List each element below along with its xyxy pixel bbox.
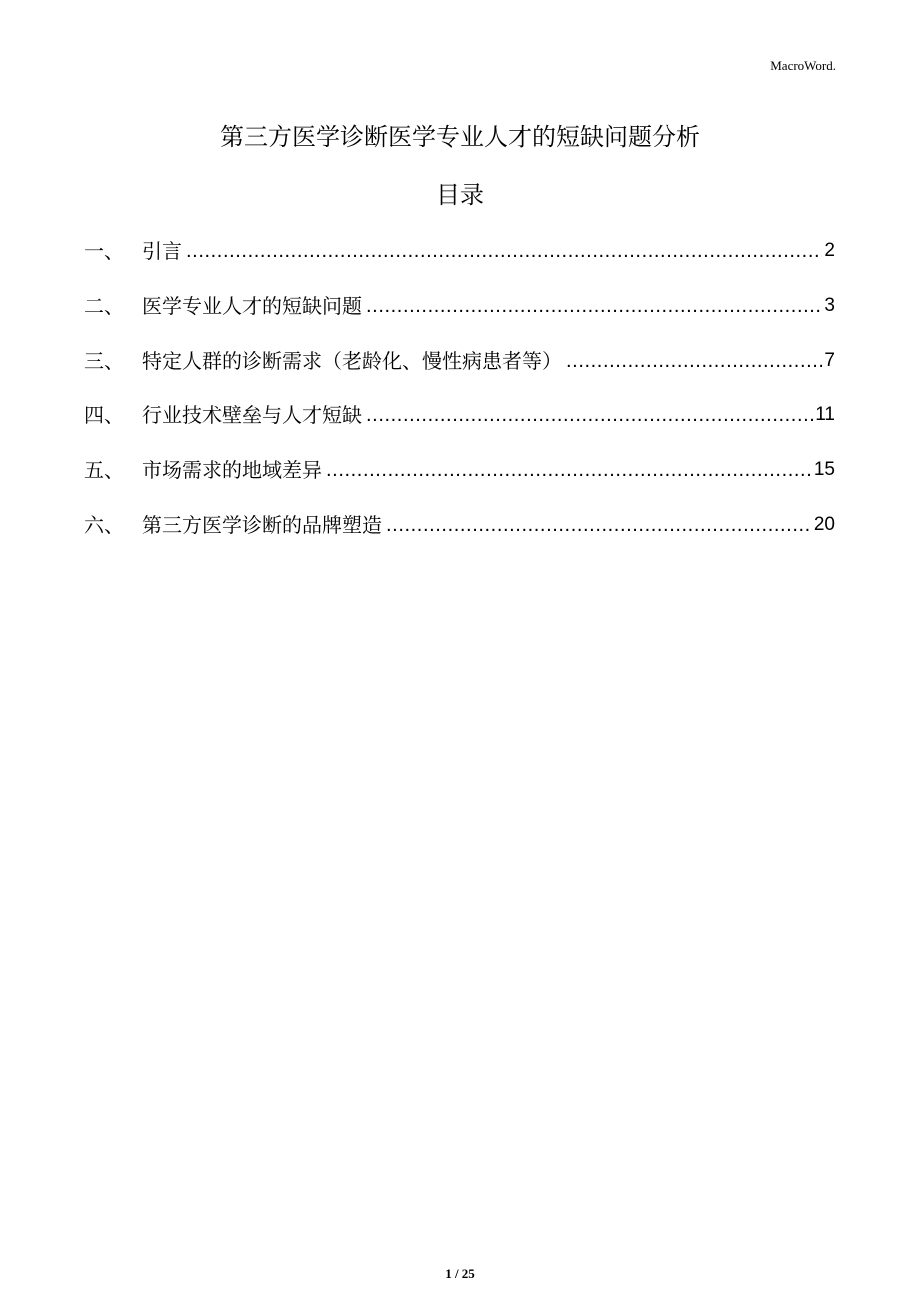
toc-entry-label: 市场需求的地域差异 bbox=[142, 458, 322, 483]
toc-entry-page-number: 2 bbox=[824, 240, 835, 261]
toc-dot-leader bbox=[366, 290, 822, 322]
toc-entry-label: 医学专业人才的短缺问题 bbox=[142, 293, 362, 318]
header-brand-mark: MacroWord. bbox=[770, 58, 836, 73]
toc-entry-number: 一、 bbox=[84, 239, 124, 263]
toc-entry-label: 特定人群的诊断需求（老龄化、慢性病患者等） bbox=[142, 348, 562, 373]
toc-dot-leader bbox=[186, 235, 822, 267]
toc-entry-page-number: 7 bbox=[824, 349, 835, 371]
toc-dot-leader bbox=[386, 509, 812, 541]
toc-entry-number: 四、 bbox=[84, 403, 124, 428]
document-title: 第三方医学诊断医学专业人才的短缺问题分析 bbox=[220, 123, 700, 151]
toc-heading: 目录 bbox=[436, 181, 484, 209]
toc-entry-regional-differences[interactable] bbox=[84, 454, 835, 509]
toc-entry-number: 六、 bbox=[84, 512, 124, 537]
toc-dot-leader bbox=[566, 345, 822, 377]
toc-entry-technical-barriers[interactable] bbox=[84, 399, 835, 454]
toc-entry-page-number: 15 bbox=[813, 459, 835, 481]
table-of-contents bbox=[84, 235, 835, 564]
toc-entry-label: 引言 bbox=[142, 239, 182, 263]
toc-entry-label: 行业技术壁垒与人才短缺 bbox=[142, 403, 362, 428]
toc-entry-number: 三、 bbox=[84, 348, 124, 373]
toc-entry-page-number: 3 bbox=[824, 294, 835, 316]
toc-entry-page-number: 11 bbox=[815, 404, 835, 426]
toc-entry-introduction[interactable] bbox=[84, 235, 835, 290]
toc-entry-page-number: 20 bbox=[813, 513, 835, 535]
toc-dot-leader bbox=[326, 454, 812, 486]
toc-entry-number: 二、 bbox=[84, 293, 124, 318]
toc-entry-brand-building[interactable] bbox=[84, 509, 835, 564]
toc-entry-talent-shortage[interactable] bbox=[84, 290, 835, 345]
page-indicator: 1 / 25 bbox=[445, 1266, 475, 1281]
toc-entry-number: 五、 bbox=[84, 458, 124, 483]
toc-entry-specific-populations[interactable] bbox=[84, 345, 835, 400]
toc-entry-label: 第三方医学诊断的品牌塑造 bbox=[142, 512, 382, 537]
toc-dot-leader bbox=[366, 399, 813, 431]
